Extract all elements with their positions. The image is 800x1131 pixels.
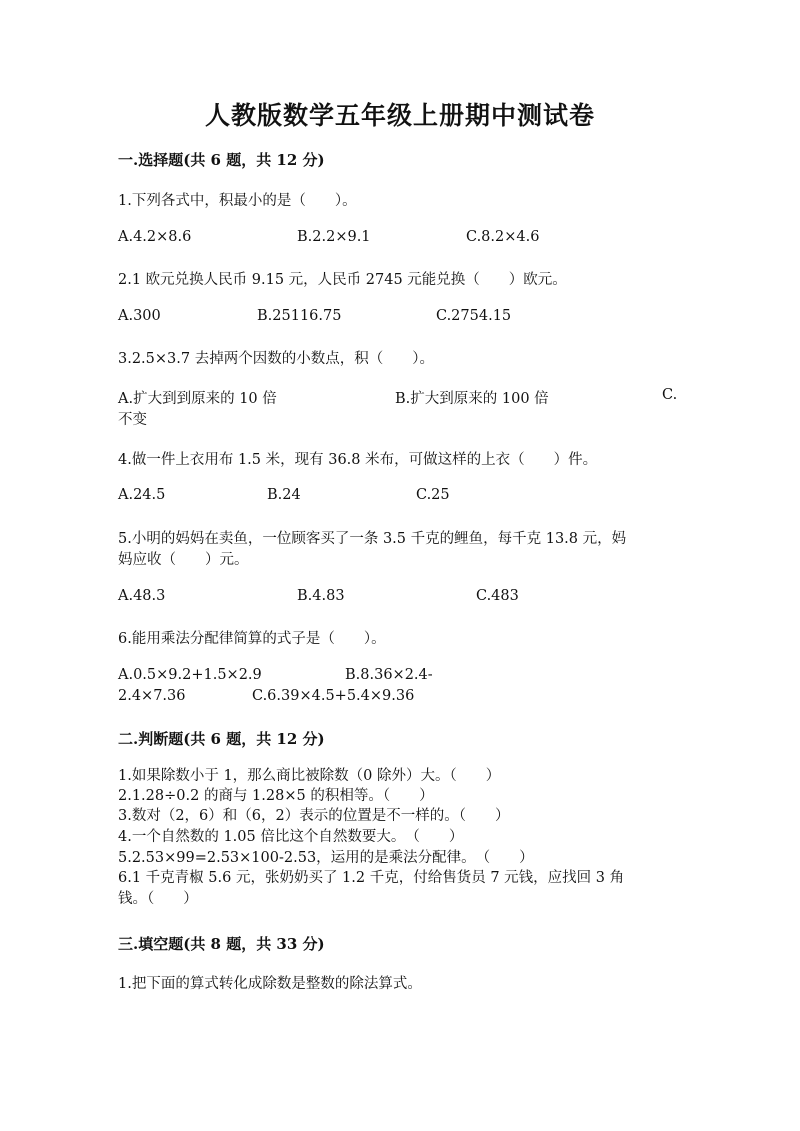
- option-a: A.扩大到到原来的 10 倍: [118, 391, 277, 407]
- option-a: A.24.5: [118, 487, 166, 503]
- option-b: B.2.2×9.1: [297, 229, 371, 245]
- option-c: C.6.39×4.5+5.4×9.36: [252, 688, 415, 704]
- question-stem: 5.小明的妈妈在卖鱼，一位顾客买了一条 3.5 千克的鲤鱼，每千克 13.8 元，妈: [118, 531, 627, 547]
- tf-item: 1.如果除数小于 1，那么商比被除数（0 除外）大。（ ）: [118, 768, 501, 784]
- option-b: B.8.36×2.4-: [345, 667, 433, 683]
- option-c: C.8.2×4.6: [466, 229, 540, 245]
- tf-item: 6.1 千克青椒 5.6 元，张奶奶买了 1.2 千克，付给售货员 7 元钱，应找回 3 角: [118, 870, 625, 886]
- page-title: 人教版数学五年级上册期中测试卷: [204, 101, 595, 130]
- question-stem: 4.做一件上衣用布 1.5 米，现有 36.8 米布，可做这样的上衣（ ）件。: [118, 452, 598, 468]
- section-heading-choice: 一.选择题(共 6 题，共 12 分): [118, 151, 325, 169]
- option-c: C.: [662, 387, 678, 403]
- tf-item-continued: 钱。（ ）: [118, 891, 198, 907]
- option-c: C.2754.15: [436, 308, 512, 324]
- question-stem: 1.下列各式中，积最小的是（ ）。: [118, 193, 357, 209]
- option-b-continued: 2.4×7.36: [118, 688, 186, 704]
- option-a: A.0.5×9.2+1.5×2.9: [118, 667, 262, 683]
- tf-item: 2.1.28÷0.2 的商与 1.28×5 的积相等。（ ）: [118, 788, 434, 804]
- option-c: C.483: [476, 588, 519, 604]
- option-c: C.25: [416, 487, 450, 503]
- tf-item: 3.数对（2，6）和（6，2）表示的位置是不一样的。（ ）: [118, 808, 510, 824]
- question-stem: 3.2.5×3.7 去掉两个因数的小数点，积（ ）。: [118, 351, 434, 367]
- tf-item: 4.一个自然数的 1.05 倍比这个自然数要大。 （ ）: [118, 829, 464, 845]
- question-stem: 6.能用乘法分配律简算的式子是（ ）。: [118, 631, 386, 647]
- option-b: B.扩大到原来的 100 倍: [395, 391, 549, 407]
- question-stem-continued: 妈应收（ ）元。: [118, 552, 249, 568]
- option-a: A.4.2×8.6: [118, 229, 192, 245]
- question-stem: 2.1 欧元兑换人民币 9.15 元，人民币 2745 元能兑换（ ）欧元。: [118, 272, 567, 288]
- section-heading-fill-in: 三.填空题(共 8 题，共 33 分): [118, 935, 325, 953]
- option-b: B.24: [267, 487, 301, 503]
- fill-in-item: 1.把下面的算式转化成除数是整数的除法算式。: [118, 976, 422, 992]
- tf-item: 5.2.53×99=2.53×100-2.53，运用的是乘法分配律。 （ ）: [118, 850, 534, 866]
- option-b: B.25116.75: [257, 308, 342, 324]
- section-heading-true-false: 二.判断题(共 6 题，共 12 分): [118, 730, 325, 748]
- option-a: A.300: [118, 308, 161, 324]
- option-c-continued: 不变: [118, 412, 147, 428]
- option-b: B.4.83: [297, 588, 345, 604]
- option-a: A.48.3: [118, 588, 166, 604]
